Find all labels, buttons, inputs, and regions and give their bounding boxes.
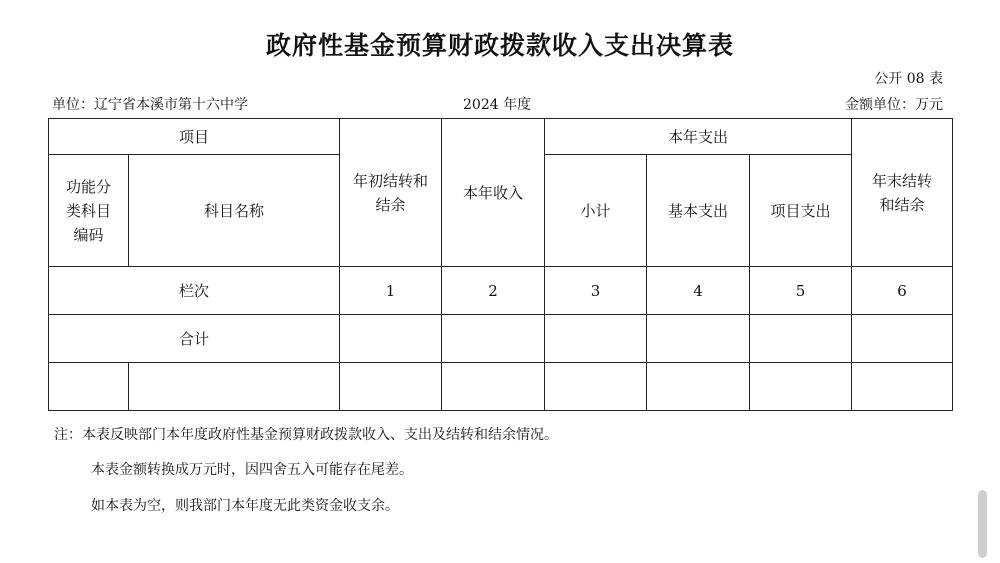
total-value-cell — [852, 315, 953, 363]
unit-label: 单位：辽宁省本溪市第十六中学 — [52, 97, 248, 113]
blank-value-cell — [647, 363, 750, 411]
total-label: 合计 — [49, 315, 340, 363]
total-row — [49, 315, 953, 363]
column-number-cell: 1 — [340, 267, 442, 315]
header-opening-balance — [340, 119, 442, 267]
note-line-3: 如本表为空，则我部门本年度无此类资金收支余。 — [91, 498, 399, 514]
year-label: 2024 年度 — [463, 97, 532, 113]
header-closing-balance-label: 年末结转和结余 — [872, 171, 933, 214]
column-number-cell: 3 — [545, 267, 647, 315]
amount-unit-label: 金额单位：万元 — [845, 97, 943, 113]
note-line-1: 注：本表反映部门本年度政府性基金预算财政拨款收入、支出及结转和结余情况。 — [54, 427, 558, 443]
header-project-expenditure: 项目支出 — [750, 155, 852, 267]
total-value-cell — [647, 315, 750, 363]
column-number-cell: 5 — [750, 267, 852, 315]
form-number: 公开 08 表 — [874, 71, 943, 87]
note-line-2: 本表金额转换成万元时，因四舍五入可能存在尾差。 — [91, 462, 413, 478]
fund-table — [48, 118, 953, 411]
column-number-row — [49, 267, 953, 315]
blank-value-cell — [545, 363, 647, 411]
blank-value-cell — [442, 363, 545, 411]
header-item: 项目 — [49, 119, 340, 155]
header-closing-balance — [852, 119, 953, 267]
header-basic-expenditure: 基本支出 — [647, 155, 750, 267]
header-func-code-label: 功能分类科目编码 — [65, 177, 111, 244]
total-value-cell — [442, 315, 545, 363]
blank-name-cell — [129, 363, 340, 411]
blank-value-cell — [852, 363, 953, 411]
column-number-cell: 6 — [852, 267, 953, 315]
header-opening-balance-label: 年初结转和结余 — [353, 171, 429, 214]
column-number-label: 栏次 — [49, 267, 340, 315]
blank-code-cell — [49, 363, 129, 411]
total-value-cell — [750, 315, 852, 363]
vertical-scrollbar[interactable] — [978, 490, 987, 558]
blank-value-cell — [340, 363, 442, 411]
header-subtotal: 小计 — [545, 155, 647, 267]
header-current-expenditure: 本年支出 — [545, 119, 852, 155]
column-number-cell: 2 — [442, 267, 545, 315]
header-row-1 — [49, 119, 953, 155]
header-current-income: 本年收入 — [442, 119, 545, 267]
blank-value-cell — [750, 363, 852, 411]
total-value-cell — [340, 315, 442, 363]
column-number-cell: 4 — [647, 267, 750, 315]
page-title: 政府性基金预算财政拨款收入支出决算表 — [265, 31, 734, 60]
total-value-cell — [545, 315, 647, 363]
blank-row — [49, 363, 953, 411]
header-func-code — [49, 155, 129, 267]
header-subject-name: 科目名称 — [129, 155, 340, 267]
